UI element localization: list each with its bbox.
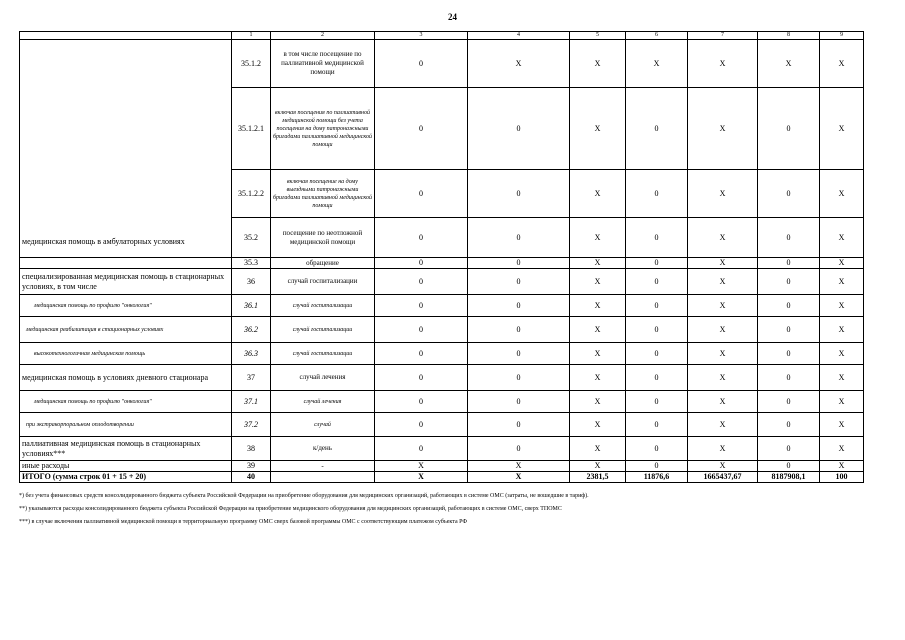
row-code: 35.1.2.1 xyxy=(232,88,271,170)
header-cell: 7 xyxy=(688,32,758,40)
row-label: медицинская помощь по профилю "онкология" xyxy=(20,391,232,413)
cell: X xyxy=(626,40,688,88)
row-unit xyxy=(271,472,375,483)
table-row xyxy=(20,343,864,365)
total-row xyxy=(20,472,864,483)
cell: X xyxy=(688,295,758,317)
cell: X xyxy=(820,437,864,461)
row-unit: включая посещения по паллиативной медицинской помощи без учета посещения на дому патронажными бригадами паллиативной медицинской помощи xyxy=(271,88,375,170)
cell: 0 xyxy=(626,391,688,413)
row-code: 36 xyxy=(232,269,271,295)
cell: 0 xyxy=(375,170,468,218)
row-unit: в том числе посещение по паллиативной медицинской помощи xyxy=(271,40,375,88)
cell: 0 xyxy=(758,170,820,218)
row-unit: случай госпитализации xyxy=(271,295,375,317)
cell: 0 xyxy=(626,258,688,269)
row-code: 36.3 xyxy=(232,343,271,365)
cell: 0 xyxy=(375,437,468,461)
cell: X xyxy=(820,40,864,88)
cell: X xyxy=(688,391,758,413)
cell: X xyxy=(820,258,864,269)
cell: 0 xyxy=(758,269,820,295)
cell: 0 xyxy=(758,343,820,365)
row-code: 39 xyxy=(232,461,271,472)
cell: 100 xyxy=(820,472,864,483)
cell: X xyxy=(688,437,758,461)
cell: 0 xyxy=(468,391,570,413)
cell: 0 xyxy=(626,365,688,391)
cell: 0 xyxy=(626,295,688,317)
cell: X xyxy=(570,269,626,295)
cell: 0 xyxy=(758,295,820,317)
row-code: 38 xyxy=(232,437,271,461)
header-row xyxy=(20,32,864,40)
cell: X xyxy=(820,295,864,317)
cell: 0 xyxy=(375,391,468,413)
cell: X xyxy=(688,461,758,472)
cell: 0 xyxy=(758,317,820,343)
cell: 0 xyxy=(468,258,570,269)
footnote: **) указываются расходы консолидированного бюджета субъекта Российской Федерации на приобретение медицинского оборудования для медицинских организаций, работающих в системе ОМС, сверх ТПОМС xyxy=(19,506,562,512)
cell: 0 xyxy=(468,413,570,437)
row-label: медицинская помощь в условиях дневного стационара xyxy=(20,365,232,391)
header-cell: 5 xyxy=(570,32,626,40)
table-row xyxy=(20,413,864,437)
table-row xyxy=(20,437,864,461)
cell: X xyxy=(820,461,864,472)
cell: X xyxy=(468,472,570,483)
cell: 2381,5 xyxy=(570,472,626,483)
table-row xyxy=(20,317,864,343)
cell: X xyxy=(688,343,758,365)
cell: 0 xyxy=(468,170,570,218)
cell: X xyxy=(570,461,626,472)
cell: X xyxy=(688,40,758,88)
row-unit: обращение xyxy=(271,258,375,269)
header-cell: 8 xyxy=(758,32,820,40)
cell: X xyxy=(820,269,864,295)
cell: X xyxy=(570,413,626,437)
cell: X xyxy=(375,472,468,483)
row-unit: случай лечения xyxy=(271,391,375,413)
cell: 8187908,1 xyxy=(758,472,820,483)
cell: X xyxy=(688,365,758,391)
row-unit: посещение по неотложной медицинской помощи xyxy=(271,218,375,258)
row-unit: случай xyxy=(271,413,375,437)
cell: 11876,6 xyxy=(626,472,688,483)
row-unit: случай госпитализации xyxy=(271,269,375,295)
header-cell: 9 xyxy=(820,32,864,40)
cell: 0 xyxy=(375,269,468,295)
row-label: паллиативная медицинская помощь в стационарных условиях*** xyxy=(20,437,232,461)
row-label: медицинская помощь по профилю "онкология" xyxy=(20,295,232,317)
cell: X xyxy=(375,461,468,472)
cell: X xyxy=(688,258,758,269)
cell: X xyxy=(758,40,820,88)
header-cell: 6 xyxy=(626,32,688,40)
cell: X xyxy=(570,258,626,269)
cell: 0 xyxy=(375,413,468,437)
table-row xyxy=(20,258,864,269)
cell: 0 xyxy=(626,343,688,365)
cell: 0 xyxy=(626,170,688,218)
row-label: медицинская помощь в амбулаторных условиях xyxy=(20,40,232,258)
cell: 0 xyxy=(626,413,688,437)
table-row xyxy=(20,461,864,472)
cell: 0 xyxy=(468,365,570,391)
cell: 0 xyxy=(375,88,468,170)
cell: 0 xyxy=(758,365,820,391)
cell: 0 xyxy=(375,343,468,365)
page-number: 24 xyxy=(448,12,457,22)
cell: X xyxy=(820,218,864,258)
row-label xyxy=(20,258,232,269)
header-cell: 3 xyxy=(375,32,468,40)
row-code: 35.1.2 xyxy=(232,40,271,88)
cell: X xyxy=(820,413,864,437)
cell: X xyxy=(570,365,626,391)
header-cell: 4 xyxy=(468,32,570,40)
footnote: ***) в случае включения паллиативной медицинской помощи в территориальную программу ОМС сверх базовой программы ОМС с соответствующим платежом субъекта РФ xyxy=(19,519,468,525)
cell: 0 xyxy=(758,461,820,472)
row-code: 36.1 xyxy=(232,295,271,317)
cell: 0 xyxy=(468,343,570,365)
cell: X xyxy=(688,218,758,258)
cell: X xyxy=(820,317,864,343)
table-row xyxy=(20,269,864,295)
cell: 0 xyxy=(375,365,468,391)
cell: X xyxy=(688,413,758,437)
cell: X xyxy=(820,343,864,365)
cell: X xyxy=(570,317,626,343)
cell: X xyxy=(820,170,864,218)
cell: X xyxy=(570,391,626,413)
cell: X xyxy=(688,170,758,218)
cell: 0 xyxy=(375,40,468,88)
total-label: ИТОГО (сумма строк 01 + 15 + 20) xyxy=(20,472,232,483)
cell: X xyxy=(570,343,626,365)
cell: X xyxy=(570,218,626,258)
cell: 0 xyxy=(626,461,688,472)
row-label: специализированная медицинская помощь в стационарных условиях, в том числе xyxy=(20,269,232,295)
cell: X xyxy=(570,170,626,218)
row-unit: - xyxy=(271,461,375,472)
table-row xyxy=(20,365,864,391)
row-unit: включая посещение на дому выездными патронажными бригадами паллиативной медицинской помощи xyxy=(271,170,375,218)
cell: 0 xyxy=(626,269,688,295)
row-code: 35.2 xyxy=(232,218,271,258)
row-unit: случай госпитализации xyxy=(271,317,375,343)
cell: X xyxy=(820,88,864,170)
row-code: 37.1 xyxy=(232,391,271,413)
cell: 0 xyxy=(758,88,820,170)
row-code: 36.2 xyxy=(232,317,271,343)
cell: 0 xyxy=(758,413,820,437)
row-code: 37.2 xyxy=(232,413,271,437)
cell: X xyxy=(688,317,758,343)
cell: 0 xyxy=(468,317,570,343)
cell: 0 xyxy=(375,295,468,317)
cell: 0 xyxy=(758,258,820,269)
cell: X xyxy=(570,437,626,461)
table-row xyxy=(20,391,864,413)
table-row xyxy=(20,295,864,317)
cell: 0 xyxy=(468,269,570,295)
financing-table xyxy=(19,31,864,483)
row-code: 37 xyxy=(232,365,271,391)
cell: 0 xyxy=(758,218,820,258)
table-row xyxy=(20,40,864,88)
cell: X xyxy=(468,461,570,472)
header-cell: 1 xyxy=(232,32,271,40)
footnotes xyxy=(19,492,879,531)
footnote: *) без учета финансовых средств консолидированного бюджета субъекта Российской Федерации на приобретение оборудования для медицинских организаций, работающих в системе ОМС (затраты, не вошедшие в тариф). xyxy=(19,493,589,499)
cell: X xyxy=(688,269,758,295)
header-cell: 2 xyxy=(271,32,375,40)
cell: 0 xyxy=(468,295,570,317)
cell: 0 xyxy=(468,88,570,170)
row-code: 35.3 xyxy=(232,258,271,269)
cell: 0 xyxy=(626,317,688,343)
row-unit: к/день xyxy=(271,437,375,461)
cell: 0 xyxy=(758,391,820,413)
cell: 0 xyxy=(626,437,688,461)
header-blank xyxy=(20,32,232,40)
cell: 1665437,67 xyxy=(688,472,758,483)
row-label: медицинская реабилитация в стационарных условиях xyxy=(20,317,232,343)
cell: 0 xyxy=(626,218,688,258)
cell: X xyxy=(820,365,864,391)
cell: X xyxy=(570,88,626,170)
cell: X xyxy=(688,88,758,170)
row-unit: случай госпитализации xyxy=(271,343,375,365)
row-label: высокотехнологичная медицинская помощь xyxy=(20,343,232,365)
cell: 0 xyxy=(375,258,468,269)
cell: X xyxy=(570,40,626,88)
cell: 0 xyxy=(468,437,570,461)
row-code: 40 xyxy=(232,472,271,483)
row-label: иные расходы xyxy=(20,461,232,472)
cell: X xyxy=(820,391,864,413)
cell: 0 xyxy=(375,218,468,258)
cell: 0 xyxy=(626,88,688,170)
row-unit: случай лечения xyxy=(271,365,375,391)
cell: X xyxy=(468,40,570,88)
cell: 0 xyxy=(375,317,468,343)
cell: 0 xyxy=(468,218,570,258)
cell: X xyxy=(570,295,626,317)
row-code: 35.1.2.2 xyxy=(232,170,271,218)
row-label: при экстракорпоральном оплодотворении xyxy=(20,413,232,437)
cell: 0 xyxy=(758,437,820,461)
